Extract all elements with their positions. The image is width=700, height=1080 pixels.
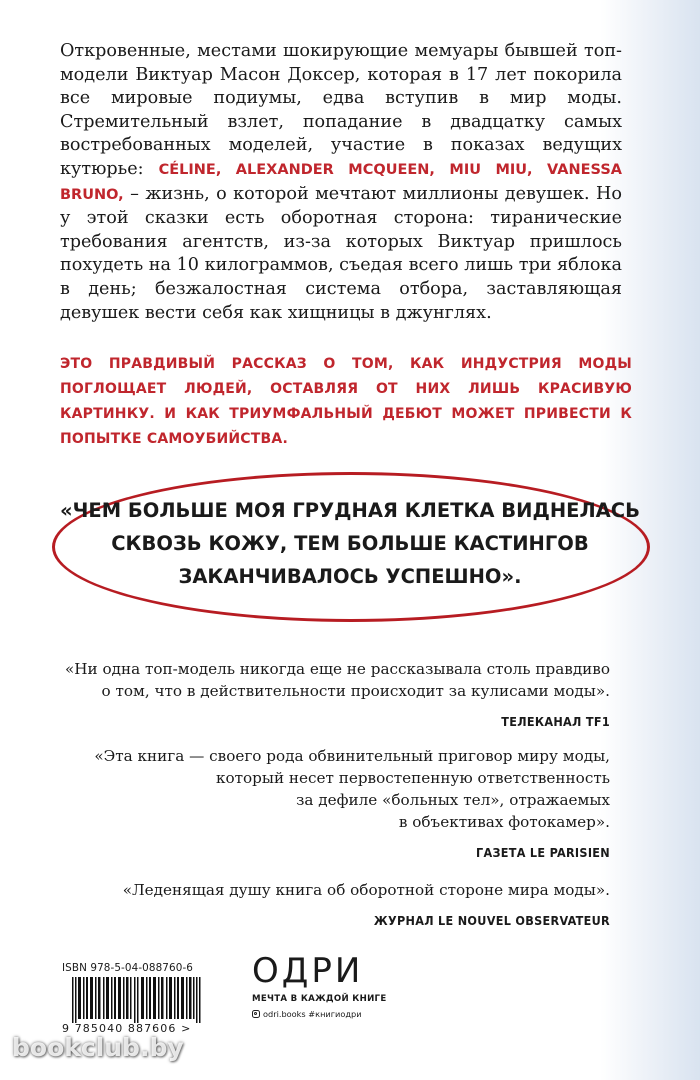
review-line: о том, что в действительности происходит за кулисами моды». bbox=[101, 682, 610, 700]
review-tf1 bbox=[40, 658, 610, 702]
instagram-icon bbox=[252, 1010, 260, 1018]
review-line: который несет первостепенную ответственность bbox=[215, 769, 610, 787]
review-line: «Леденящая душу книга об оборотной стороне мира моды». bbox=[122, 881, 610, 899]
fashion-brands: CÉLINE, ALEXANDER MCQUEEN, MIU MIU, VANESSA BRUNO, bbox=[60, 161, 622, 203]
quote-line-1: «ЧЕМ БОЛЬШЕ МОЯ ГРУДНАЯ КЛЕТКА ВИДНЕЛАСЬ bbox=[60, 499, 640, 522]
publisher-tagline: МЕЧТА В КАЖДОЙ КНИГЕ bbox=[252, 994, 387, 1004]
publisher-social bbox=[252, 1009, 400, 1019]
review-source-le-nouvel-observateur: ЖУРНАЛ LE NOUVEL OBSERVATEUR bbox=[373, 913, 610, 928]
publisher-name: ОДРИ bbox=[252, 951, 364, 991]
publisher-logo bbox=[252, 952, 400, 1019]
quote-line-3: ЗАКАНЧИВАЛОСЬ УСПЕШНО». bbox=[178, 565, 522, 588]
isbn-text: ISBN 978-5-04-088760-6 bbox=[62, 962, 194, 974]
featured-quote bbox=[60, 494, 640, 593]
intro-text-after: – жизнь, о которой мечтают миллионы девушек. Но у этой сказки есть оборотная сторона: тиранические требования агентств, из-за которых Виктуар пришлось похудеть на 10 килограммов, съедая всего лишь три яблока в день; безжалостная система отбора, заставляющая девушек вести себя как хищницы в джунглях. bbox=[60, 183, 622, 323]
lead-statement: ЭТО ПРАВДИВЫЙ РАССКАЗ О ТОМ, КАК ИНДУСТРИЯ МОДЫ ПОГЛОЩАЕТ ЛЮДЕЙ, ОСТАВЛЯЯ ОТ НИХ ЛИШЬ КРАСИВУЮ КАРТИНКУ. И КАК ТРИУМФАЛЬНЫЙ ДЕБЮТ МОЖЕТ ПРИВЕСТИ К ПОПЫТКЕ САМОУБИЙСТВА. bbox=[60, 356, 632, 447]
review-line: за дефиле «больных тел», отражаемых bbox=[296, 791, 610, 809]
review-line: в объективах фотокамер». bbox=[398, 813, 610, 831]
barcode-bars bbox=[68, 977, 218, 1023]
intro-text-before: Откровенные, местами шокирующие мемуары бывшей топ-модели Виктуар Масон Доксер, которая в 17 лет покорила все мировые подиумы, едва вступив в мир моды. Стремительный взлет, попадание в двадцатку самых востребованных моделей, участие в показах ведущих кутюрье: bbox=[60, 41, 622, 179]
watermark: bookclub.by bbox=[12, 1033, 184, 1062]
quote-line-2: СКВОЗЬ КОЖУ, ТЕМ БОЛЬШЕ КАСТИНГОВ bbox=[111, 532, 589, 555]
publisher-social-text: odri.books #книгиодри bbox=[263, 1009, 362, 1019]
review-line: «Эта книга — своего рода обвинительный приговор миру моды, bbox=[94, 747, 610, 765]
barcode-digits: 9 785040 887606 > bbox=[62, 1022, 192, 1035]
review-source-le-parisien: ГАЗЕТА LE PARISIEN bbox=[475, 845, 610, 860]
review-source-tf1: ТЕЛЕКАНАЛ TF1 bbox=[501, 714, 610, 729]
barcode bbox=[62, 962, 230, 1044]
intro-paragraph bbox=[60, 40, 622, 325]
review-le-nouvel-observateur bbox=[40, 879, 610, 901]
review-line: «Ни одна топ-модель никогда еще не рассказывала столь правдиво bbox=[64, 660, 610, 678]
review-le-parisien bbox=[40, 745, 610, 833]
